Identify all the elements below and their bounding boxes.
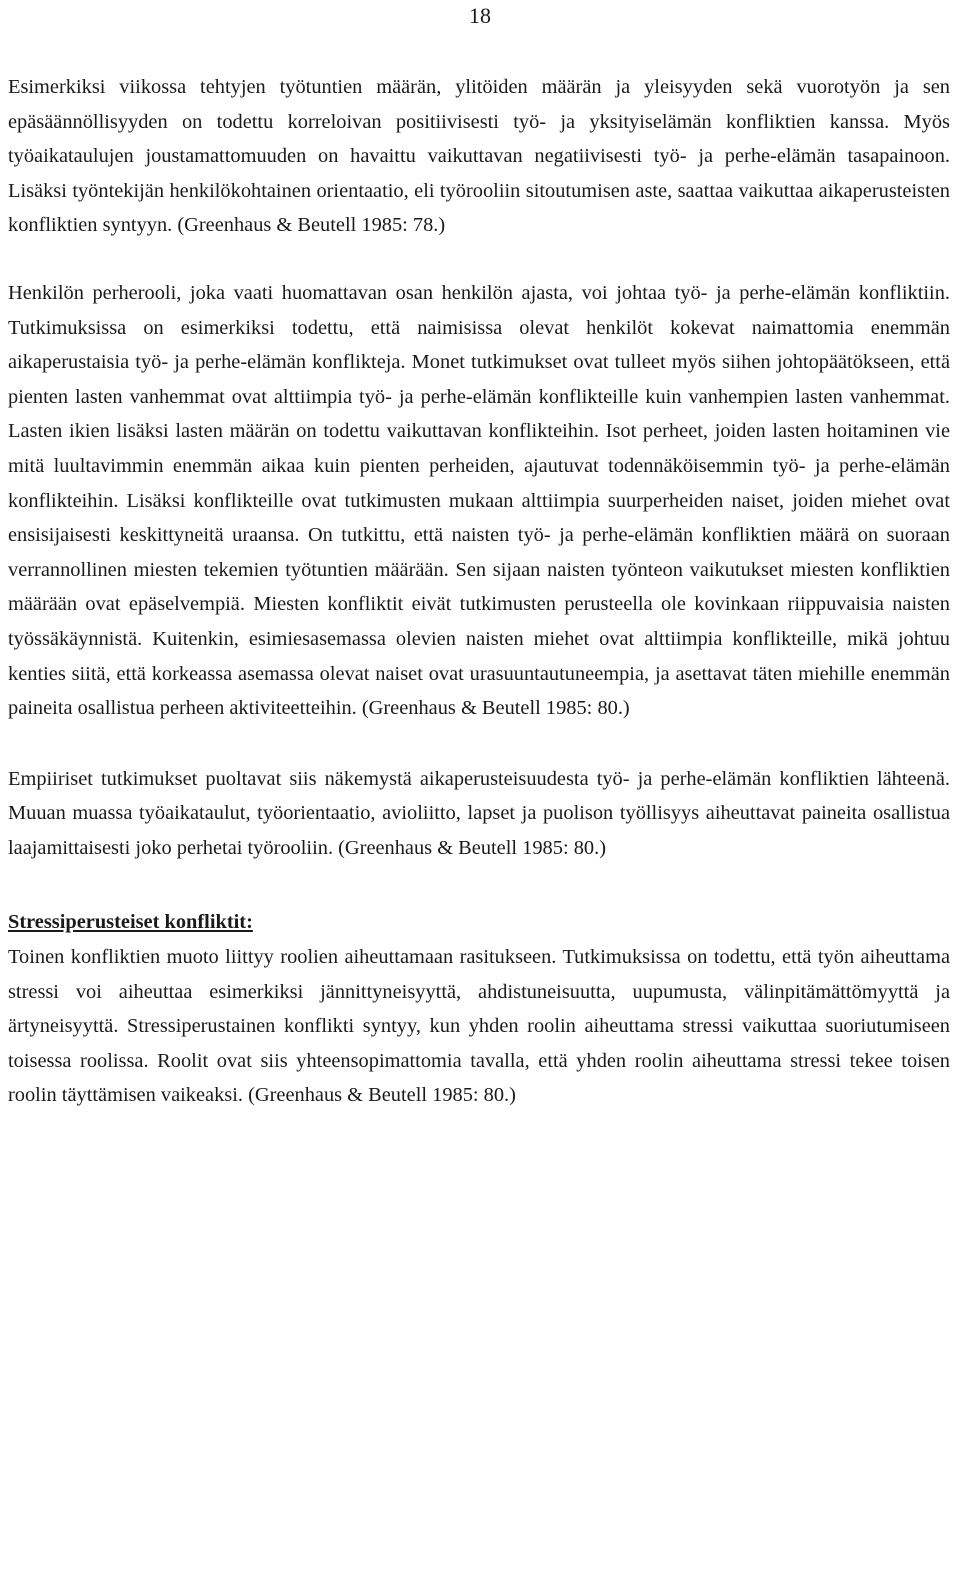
section-heading: Stressiperusteiset konfliktit: xyxy=(8,911,253,934)
paragraph-family-role: Henkilön perherooli, joka vaati huomattavan osan henkilön ajasta, voi johtaa työ- ja perhe-elämän konfliktiin. Tutkimuksissa on esimerkiksi todettu, että naimisissa olevat henkilöt kokevat naimattomia enemmän aikaperustaisia työ- ja perhe-elämän konflikteja. Monet tutkimukset ovat tulleet myös siihen johtopäätökseen, että pienten lasten vanhemmat ovat alttiimpia työ- ja perhe-elämän konflikteille kuin vanhempien lasten vanhemmat. Lasten ikien lisäksi lasten määrän on todettu vaikuttavan konflikteihin. Isot perheet, joiden lasten hoitaminen vie mitä luultavimmin enemmän aikaa kuin pienten perheiden, ajautuvat todennäköisemmin työ- ja perhe-elämän konflikteihin. Lisäksi konflikteille ovat tutkimusten mukaan alttiimpia suurperheiden naiset, joiden miehet ovat ensisijaisesti keskittyneitä uraansa. On tutkittu, että naisten työ- ja perhe-elämän konfliktien määrä on suoraan verrannollinen miesten tekemien työtuntien määrään. Sen sijaan naisten työnteon vaikutukset miesten konfliktien määrään ovat epäselvempiä. Miesten konfliktit eivät tutkimusten perusteella ole kovinkaan riippuvaisia naisten työssäkäynnistä. Kuitenkin, esimiesasemassa olevien naisten miehet ovat alttiimpia konflikteille, mikä johtuu kenties siitä, että korkeassa asemassa olevat naiset ovat urasuuntautuneempia, ja asettavat täten miehille enemmän paineita osallistua perheen aktiviteetteihin. (Greenhaus & Beutell 1985: 80.) xyxy=(8,281,950,720)
section-stress-conflicts xyxy=(8,905,950,1113)
page-content xyxy=(8,70,950,1113)
page-number: 18 xyxy=(469,3,491,28)
paragraph-stress-conflicts: Toinen konfliktien muoto liittyy roolien aiheuttamaan rasitukseen. Tutkimuksissa on todettu, että työn aiheuttama stressi voi aiheuttaa esimerkiksi jännittyneisyyttä, ahdistuneisuutta, uupumusta, välinpitämättömyyttä ja ärtyneisyyttä. Stressiperustainen konflikti syntyy, kun yhden roolin aiheuttama stressi vaikuttaa suoriutumiseen toisessa roolissa. Roolit ovat siis yhteensopimattomia tavalla, että yhden roolin aiheuttama stressi tekee toisen roolin täyttämisen vaikeaksi. (Greenhaus & Beutell 1985: 80.) xyxy=(8,946,950,1107)
paragraph-working-hours: Esimerkiksi viikossa tehtyjen työtuntien määrän, ylitöiden määrän ja yleisyyden sekä vuorotyön ja sen epäsäännöllisyyden on todettu korreloivan positiivisesti työ- ja yksityiselämän konfliktien kanssa. Myös työaikataulujen joustamattomuuden on havaittu vaikuttavan negatiivisesti työ- ja perhe-elämän tasapainoon. Lisäksi työntekijän henkilökohtainen orientaatio, eli työrooliin sitoutumisen aste, saattaa vaikuttaa aikaperusteisten konfliktien syntyyn. (Greenhaus & Beutell 1985: 78.) xyxy=(8,76,950,237)
paragraph-empirical-studies: Empiiriset tutkimukset puoltavat siis näkemystä aikaperusteisuudesta työ- ja perhe-elämän konfliktien lähteenä. Muuan muassa työaikataulut, työorientaatio, avioliitto, lapset ja puolison työllisyys aiheuttavat paineita osallistua laajamittaisesti joko perhetai työrooliin. (Greenhaus & Beutell 1985: 80.) xyxy=(8,767,950,859)
